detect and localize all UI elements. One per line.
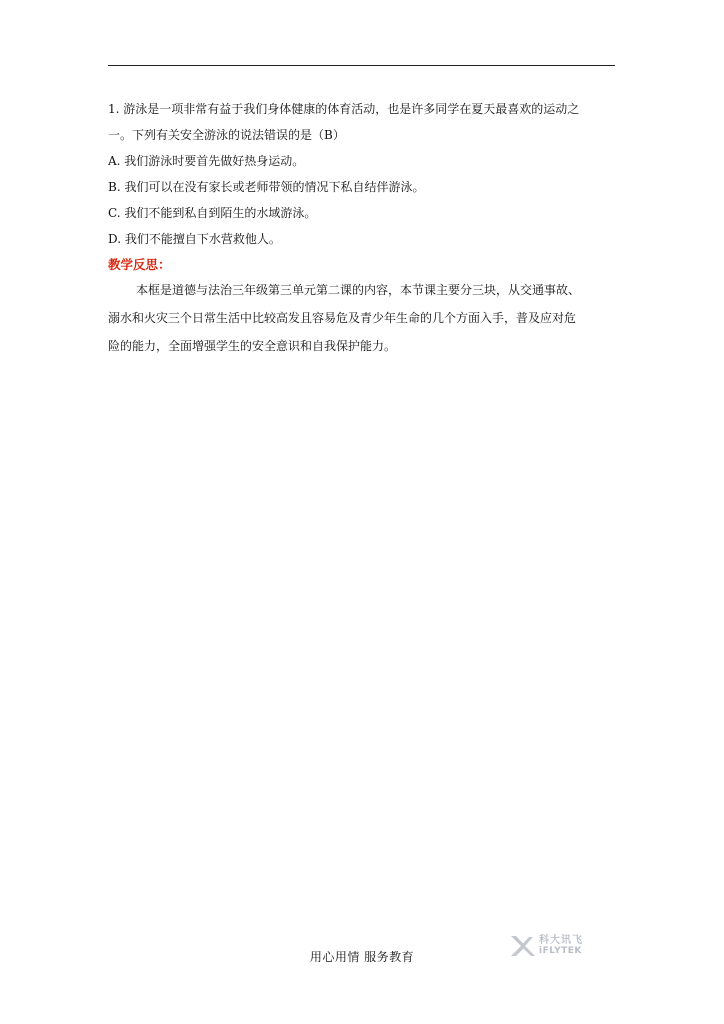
- logo-english-text: iFLYTEK: [539, 946, 582, 956]
- reflection-line-2: 溺水和火灾三个日常生活中比较高发且容易危及青少年生命的几个方面入手，普及应对危: [108, 311, 577, 325]
- footer-slogan: 用心用情 服务教育: [309, 950, 415, 964]
- option-c: C. 我们不能到私自到陌生的水域游泳。: [108, 206, 317, 220]
- question-stem-line-2: 一。下列有关安全游泳的说法错误的是（B）: [108, 128, 345, 142]
- iflytek-logo: [508, 930, 598, 964]
- option-d: D. 我们不能擅自下水营救他人。: [108, 232, 281, 246]
- option-b: B. 我们可以在没有家长或老师带领的情况下私自结伴游泳。: [108, 180, 425, 194]
- header-rule: [108, 65, 615, 66]
- question-stem-line-1: 1. 游泳是一项非常有益于我们身体健康的体育活动，也是许多同学在夏天最喜欢的运动之: [108, 102, 580, 116]
- reflection-line-3: 险的能力，全面增强学生的安全意识和自我保护能力。: [108, 339, 397, 353]
- document-body: [108, 96, 618, 360]
- logo-chinese-text: 科大讯飞: [539, 935, 583, 946]
- iflytek-logo-mark-icon: [508, 932, 536, 960]
- reflection-line-1: 本框是道德与法治三年级第三单元第二课的内容，本节课主要分三块，从交通事故、: [136, 283, 581, 297]
- reflection-paragraph: [108, 276, 618, 360]
- reflection-heading: 教学反思：: [108, 257, 171, 272]
- option-a: A. 我们游泳时要首先做好热身运动。: [108, 154, 305, 168]
